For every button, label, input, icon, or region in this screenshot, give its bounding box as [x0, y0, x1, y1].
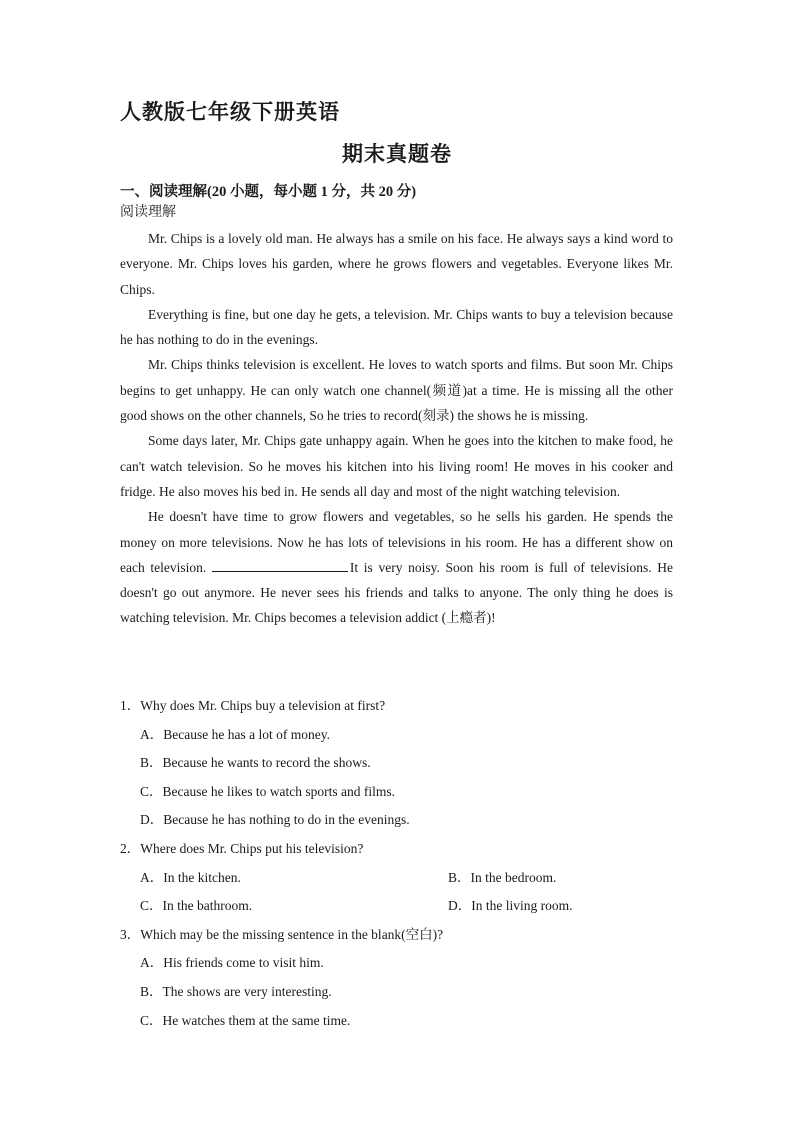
option-c: C．He watches them at the same time.	[140, 1012, 351, 1028]
option-b: B．Because he wants to record the shows.	[140, 755, 371, 771]
reading-passage	[120, 226, 673, 631]
question-3	[120, 921, 680, 1035]
answer-blank	[212, 557, 348, 572]
option-a: A．In the kitchen.	[140, 869, 241, 885]
option-a: A．His friends come to visit him.	[140, 955, 324, 971]
option-b: B．In the bedroom.	[448, 869, 557, 885]
document-title: 人教版七年级下册英语	[120, 100, 340, 124]
option-row	[120, 864, 680, 893]
section-heading: 一、阅读理解(20 小题，每小题 1 分，共 20 分)	[120, 184, 417, 200]
option-c: C．In the bathroom.	[140, 898, 253, 914]
option-d: D．Because he has nothing to do in the evenings.	[140, 812, 410, 828]
section-subheading: 阅读理解	[120, 205, 176, 220]
question-1	[120, 692, 680, 835]
question-stem: 1．Why does Mr. Chips buy a television at first?	[120, 698, 386, 713]
question-stem: 2．Where does Mr. Chips put his television?	[120, 840, 364, 856]
passage-paragraph-2: Everything is fine, but one day he gets, a television. Mr. Chips wants to buy a television because he has nothing to do in the evenings.	[120, 306, 673, 348]
option-a: A．Because he has a lot of money.	[140, 726, 330, 742]
option-b: B．The shows are very interesting.	[140, 983, 332, 999]
passage-paragraph-1: Mr. Chips is a lovely old man. He always has a smile on his face. He always says a kind word to everyone. Mr. Chips loves his garden, where he grows flowers and vegetables. Everyone likes Mr. Chips.	[120, 231, 673, 297]
option-c: C．Because he likes to watch sports and films.	[140, 783, 395, 799]
option-row	[120, 892, 680, 921]
question-list	[120, 692, 680, 1035]
passage-paragraph-4: Some days later, Mr. Chips gate unhappy again. When he goes into the kitchen to make food, he can't watch television. So he moves his kitchen into his living room! He moves in his cooker and fridge. He also moves his bed in. He sends all day and most of the night watching television.	[120, 433, 673, 499]
passage-paragraph-5-part-2: It is very noisy. Soon his room is full of televisions. He doesn't go out anymore. He never sees his friends and talks to anyone. The only thing he does is watching television. Mr. Chips becomes a television addict (上瘾者)!	[120, 559, 673, 626]
question-2	[120, 835, 680, 921]
passage-paragraph-5	[120, 504, 673, 630]
passage-paragraph-3: Mr. Chips thinks television is excellent. He loves to watch sports and films. But soon Mr. Chips begins to get unhappy. He can only watch one channel(频道)at a time. He is missing all the other good shows on the other channels, So he tries to record(刻录) the shows he is missing.	[120, 357, 673, 424]
question-stem: 3．Which may be the missing sentence in the blank(空白)?	[120, 926, 444, 942]
passage-paragraph-5-part-1: He doesn't have time to grow flowers and vegetables, so he sells his garden. He spends the money on more televisions. Now he has lots of televisions in his room. He has a different show on each television.	[120, 509, 673, 575]
option-d: D．In the living room.	[448, 898, 573, 914]
document-subtitle: 期末真题卷	[342, 142, 452, 166]
